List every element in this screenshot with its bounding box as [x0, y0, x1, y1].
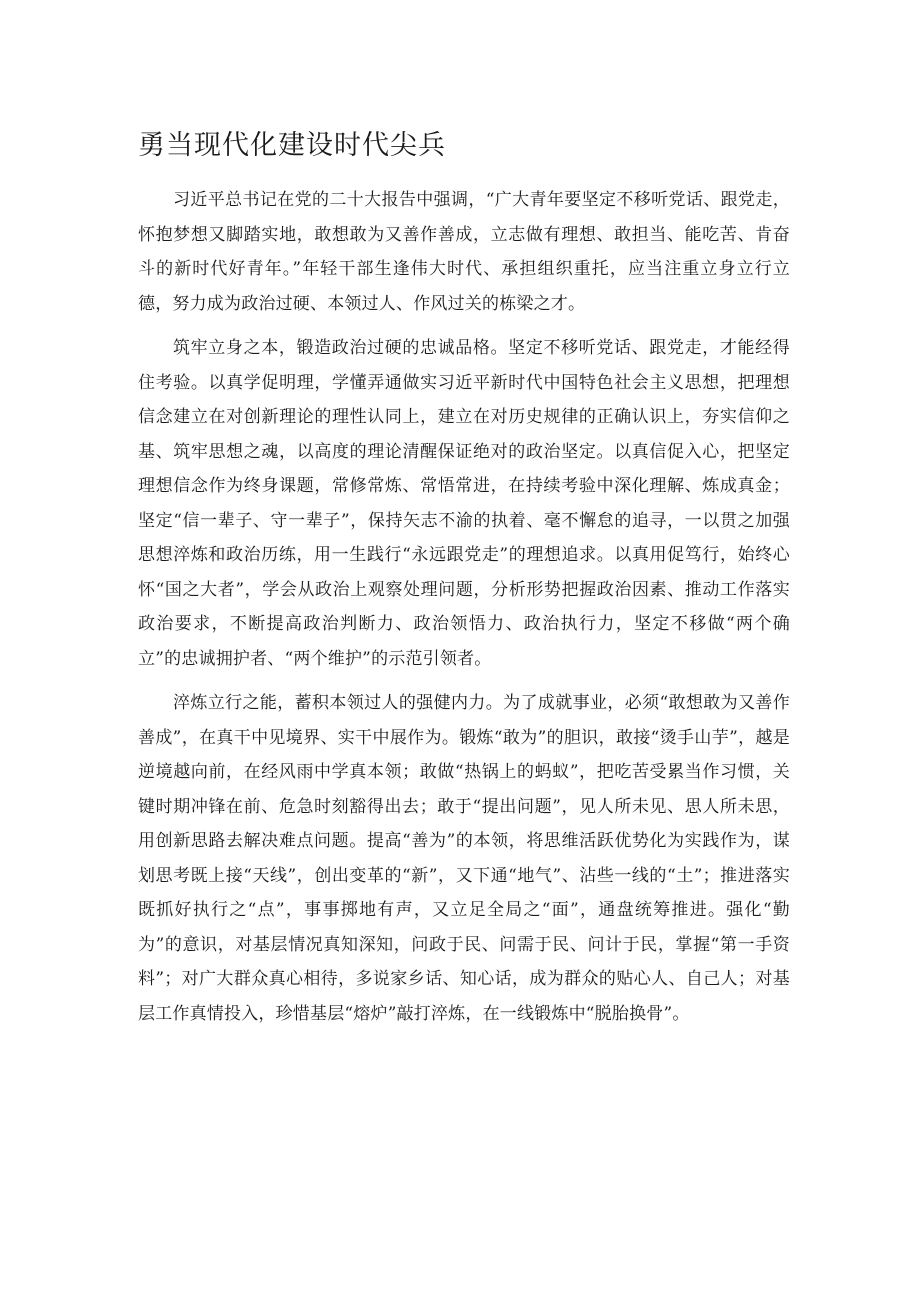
- paragraph-political-loyalty: 筑牢立身之本，锻造政治过硬的忠诚品格。坚定不移听党话、跟党走，才能经得住考验。以真学促明理，学懂弄通做实习近平新时代中国特色社会主义思想，把理想信念建立在对创新理论的理性认同上，建立在对历史规律的正确认识上，夯实信仰之基、筑牢思想之魂，以高度的理论清醒保证绝对的政治坚定。以真信促入心，把坚定理想信念作为终身课题，常修常炼、常悟常进，在持续考验中深化理解、炼成真金；坚定“信一辈子、守一辈子”，保持矢志不渝的执着、毫不懈怠的追寻，一以贯之加强思想淬炼和政治历练，用一生践行“永远跟党走”的理想追求。以真用促笃行，始终心怀“国之大者”，学会从政治上观察处理问题，分析形势把握政治因素、推动工作落实政治要求，不断提高政治判断力、政治领悟力、政治执行力，坚定不移做“两个确立”的忠诚拥护者、“两个维护”的示范引领者。: [138, 338, 790, 669]
- paragraph-skill-building: 淬炼立行之能，蓄积本领过人的强健内力。为了成就事业，必须“敢想敢为又善作善成”，在真干中见境界、实干中展作为。锻炼“敢为”的胆识，敢接“烫手山芋”，越是逆境越向前，在经风雨中学真本领；敢做“热锅上的蚂蚁”，把吃苦受累当作习惯，关键时期冲锋在前、危急时刻豁得出去；敢于“提出问题”，见人所未见、思人所未思，用创新思路去解决难点问题。提高“善为”的本领，将思维活跃优势化为实践作为，谋划思考既上接“天线”，创出变革的“新”，又下通“地气”、沾些一线的“土”；推进落实既抓好执行之“点”，事事掷地有声，又立足全局之“面”，通盘统筹推进。强化“勤为”的意识，对基层情况真知深知，问政于民、问需于民、问计于民，掌握“第一手资料”；对广大群众真心相待，多说家乡话、知心话，成为群众的贴心人、自己人；对基层工作真情投入，珍惜基层“熔炉”敲打淬炼，在一线锻炼中“脱胎换骨”。: [138, 693, 790, 1024]
- document-title: 勇当现代化建设时代尖兵: [138, 130, 446, 161]
- paragraph-intro: 习近平总书记在党的二十大报告中强调，“广大青年要坚定不移听党话、跟党走，怀抱梦想又脚踏实地，敢想敢为又善作善成，立志做有理想、敢担当、能吃苦、肯奋斗的新时代好青年。”年轻干部生逢伟大时代、承担组织重托，应当注重立身立行立德，努力成为政治过硬、本领过人、作风过关的栋梁之才。: [138, 190, 790, 314]
- document-body: [138, 183, 790, 1041]
